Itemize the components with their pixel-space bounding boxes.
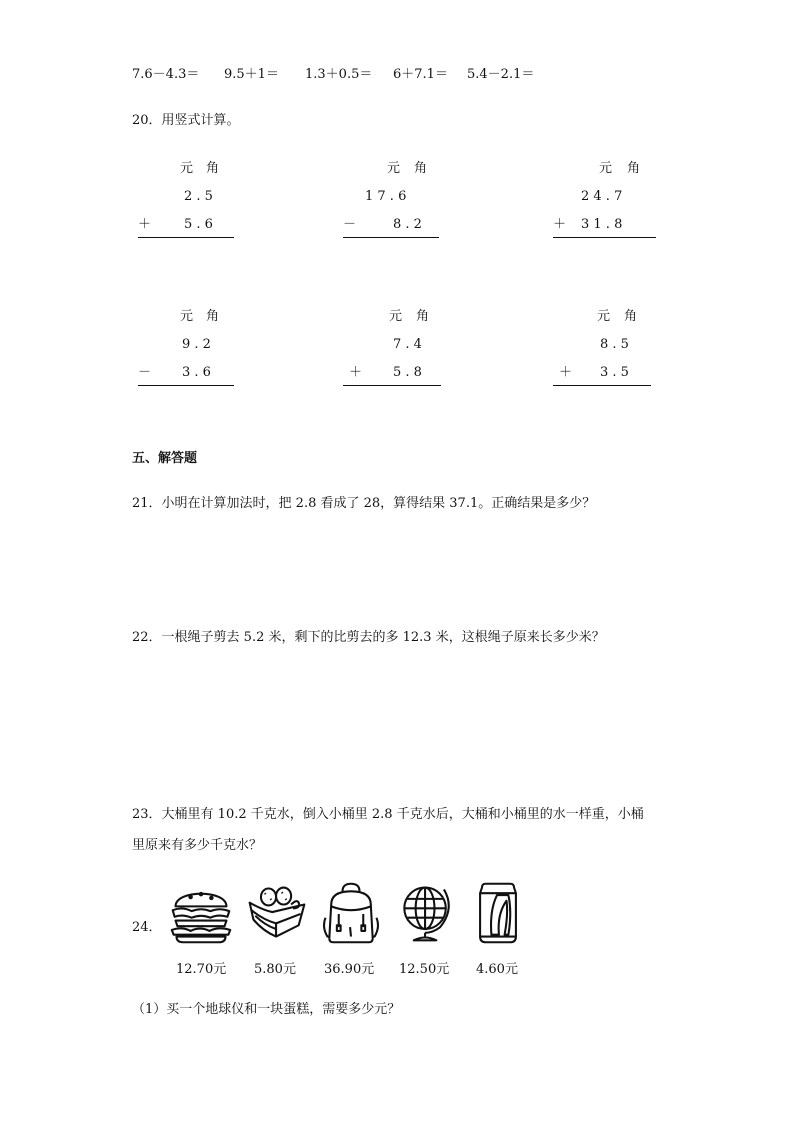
unit-jiao: 角 bbox=[624, 309, 638, 324]
bottom-number: 8 . 2 bbox=[393, 217, 422, 232]
oral-calc-1: 7.6－4.3＝ bbox=[132, 67, 200, 82]
price-backpack: 36.90元 bbox=[324, 962, 375, 977]
result-line bbox=[553, 385, 651, 386]
unit-yuan: 元 bbox=[387, 161, 401, 176]
top-number: 2 4 . 7 bbox=[581, 189, 623, 204]
operator: － bbox=[138, 365, 152, 380]
oral-calc-2: 9.5＋1＝ bbox=[224, 67, 279, 82]
drink-can-icon bbox=[465, 880, 531, 946]
oral-calc-4: 6＋7.1＝ bbox=[393, 67, 448, 82]
unit-yuan: 元 bbox=[180, 309, 194, 324]
q24-sub1: （1）买一个地球仪和一块蛋糕，需要多少元？ bbox=[132, 1002, 401, 1017]
backpack-icon bbox=[318, 880, 384, 946]
result-line bbox=[343, 385, 441, 386]
q23-line1: 23．大桶里有 10.2 千克水，倒入小桶里 2.8 千克水后，大桶和小桶里的水一样重，小桶 bbox=[132, 807, 644, 822]
price-hamburger: 12.70元 bbox=[176, 962, 227, 977]
oral-calc-3: 1.3＋0.5＝ bbox=[305, 67, 373, 82]
result-line bbox=[138, 237, 234, 238]
price-drink: 4.60元 bbox=[476, 962, 518, 977]
unit-jiao: 角 bbox=[206, 309, 220, 324]
unit-yuan: 元 bbox=[389, 309, 403, 324]
unit-yuan: 元 bbox=[597, 309, 611, 324]
operator: ＋ bbox=[349, 365, 363, 380]
operator: ＋ bbox=[138, 217, 152, 232]
result-line bbox=[343, 237, 439, 238]
result-line bbox=[553, 237, 656, 238]
operator: ＋ bbox=[559, 365, 573, 380]
bottom-number: 3 . 5 bbox=[600, 365, 629, 380]
operator: ＋ bbox=[553, 217, 567, 232]
unit-jiao: 角 bbox=[206, 161, 220, 176]
top-number: 7 . 4 bbox=[393, 337, 422, 352]
price-globe: 12.50元 bbox=[399, 962, 450, 977]
cake-icon bbox=[244, 880, 310, 946]
bottom-number: 5 . 6 bbox=[184, 217, 213, 232]
unit-yuan: 元 bbox=[180, 161, 194, 176]
top-number: 2 . 5 bbox=[184, 189, 213, 204]
oral-calc-5: 5.4－2.1＝ bbox=[467, 67, 535, 82]
top-number: 8 . 5 bbox=[600, 337, 629, 352]
section-title: 五、解答题 bbox=[132, 451, 198, 466]
operator: － bbox=[343, 217, 357, 232]
q24-label: 24． bbox=[132, 920, 162, 935]
top-number: 1 7 . 6 bbox=[365, 189, 407, 204]
unit-yuan: 元 bbox=[599, 161, 613, 176]
q21-text: 21．小明在计算加法时，把 2.8 看成了 28，算得结果 37.1。正确结果是多少？ bbox=[132, 496, 596, 511]
top-number: 9 . 2 bbox=[182, 337, 211, 352]
bottom-number: 5 . 8 bbox=[393, 365, 422, 380]
unit-jiao: 角 bbox=[416, 309, 430, 324]
price-cake: 5.80元 bbox=[254, 962, 296, 977]
q20-title: 20．用竖式计算。 bbox=[132, 113, 240, 128]
unit-jiao: 角 bbox=[414, 161, 428, 176]
globe-icon bbox=[393, 880, 459, 946]
q22-text: 22．一根绳子剪去 5.2 米，剩下的比剪去的多 12.3 米，这根绳子原来长多少米？ bbox=[132, 630, 605, 645]
result-line bbox=[138, 385, 234, 386]
bottom-number: 3 1 . 8 bbox=[581, 217, 623, 232]
q23-line2: 里原来有多少千克水？ bbox=[132, 838, 263, 853]
unit-jiao: 角 bbox=[627, 161, 641, 176]
bottom-number: 3 . 6 bbox=[182, 365, 211, 380]
hamburger-icon bbox=[168, 880, 234, 946]
